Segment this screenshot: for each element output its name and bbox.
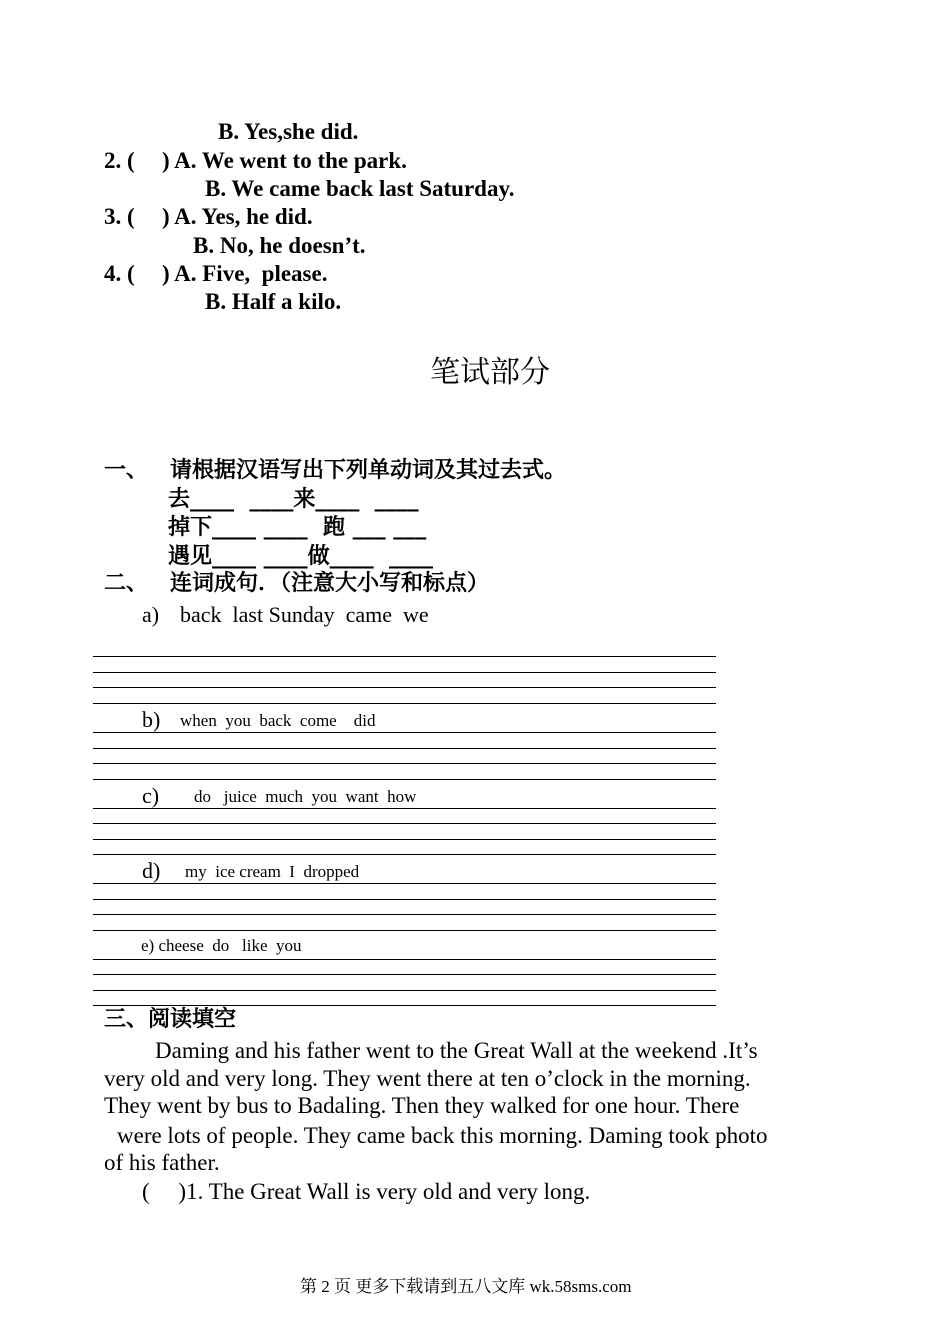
answer-line (93, 672, 716, 673)
part1-row-1: 去____ ____来____ ____ (168, 487, 419, 512)
passage-line-4: were lots of people. They came back this morning. Daming took photo (117, 1123, 768, 1148)
answer-line (93, 959, 716, 960)
answer-line (93, 883, 716, 884)
item-c-words: do juice much you want how (194, 787, 417, 806)
passage-line-1: Daming and his father went to the Great Wall at the weekend .It’s (155, 1038, 758, 1063)
part1-row-2: 掉下____ ____ 跑 ___ ___ (168, 515, 427, 540)
answer-line (93, 763, 716, 764)
q2-option-b: B. We came back last Saturday. (205, 176, 515, 201)
answer-line (93, 990, 716, 991)
item-c-label: c) (142, 783, 160, 808)
q3-option-a: ) A. Yes, he did. (162, 204, 313, 229)
q3-number: 3. ( (104, 204, 135, 229)
answer-line (93, 687, 716, 688)
item-a-words: back last Sunday came we (180, 602, 429, 627)
item-b-words: when you back come did (180, 711, 376, 730)
answer-line (93, 854, 716, 855)
item-a-label: a) (142, 602, 160, 627)
q4-number: 4. ( (104, 261, 135, 286)
q2-option-a: ) A. We went to the park. (162, 148, 407, 173)
answer-line (93, 732, 716, 733)
answer-line (93, 839, 716, 840)
q4-option-a: ) A. Five, please. (162, 261, 328, 286)
answer-line (93, 899, 716, 900)
part1-heading: 请根据汉语写出下列单动词及其过去式。 (170, 458, 567, 483)
answer-line (93, 808, 716, 809)
section-title: 笔试部分 (430, 355, 550, 390)
part3-heading: 三、阅读填空 (104, 1007, 237, 1032)
answer-line (93, 914, 716, 915)
item-b-label: b) (142, 707, 161, 732)
answer-line (93, 779, 716, 780)
answer-line (93, 656, 716, 657)
q3-option-b: B. No, he doesn’t. (193, 233, 366, 258)
part1-number: 一、 (104, 458, 149, 483)
answer-line (93, 930, 716, 931)
part2-heading: 连词成句．（注意大小写和标点） (170, 571, 490, 596)
item-e-line: e) cheese do like you (141, 936, 302, 955)
answer-line (93, 1005, 716, 1006)
passage-line-5: of his father. (104, 1150, 220, 1175)
passage-line-2: very old and very long. They went there at ten o’clock in the morning. (104, 1066, 751, 1091)
item-d-label: d) (142, 858, 161, 883)
q2-number: 2. ( (104, 148, 135, 173)
passage-line-3: They went by bus to Badaling. Then they walked for one hour. There (104, 1093, 740, 1118)
answer-line (93, 823, 716, 824)
page-footer: 第 2 页 更多下载请到五八文库 wk.58sms.com (300, 1277, 632, 1296)
answer-line (93, 748, 716, 749)
part1-row-3: 遇见____ ____做____ ____ (168, 544, 433, 569)
answer-line (93, 703, 716, 704)
item-d-words: my ice cream I dropped (185, 862, 360, 881)
q4-option-b: B. Half a kilo. (205, 289, 342, 314)
reading-question-1: ( )1. The Great Wall is very old and very long. (142, 1179, 591, 1204)
q1-option-b: B. Yes,she did. (218, 119, 359, 144)
part2-number: 二、 (104, 571, 149, 596)
answer-line (93, 974, 716, 975)
